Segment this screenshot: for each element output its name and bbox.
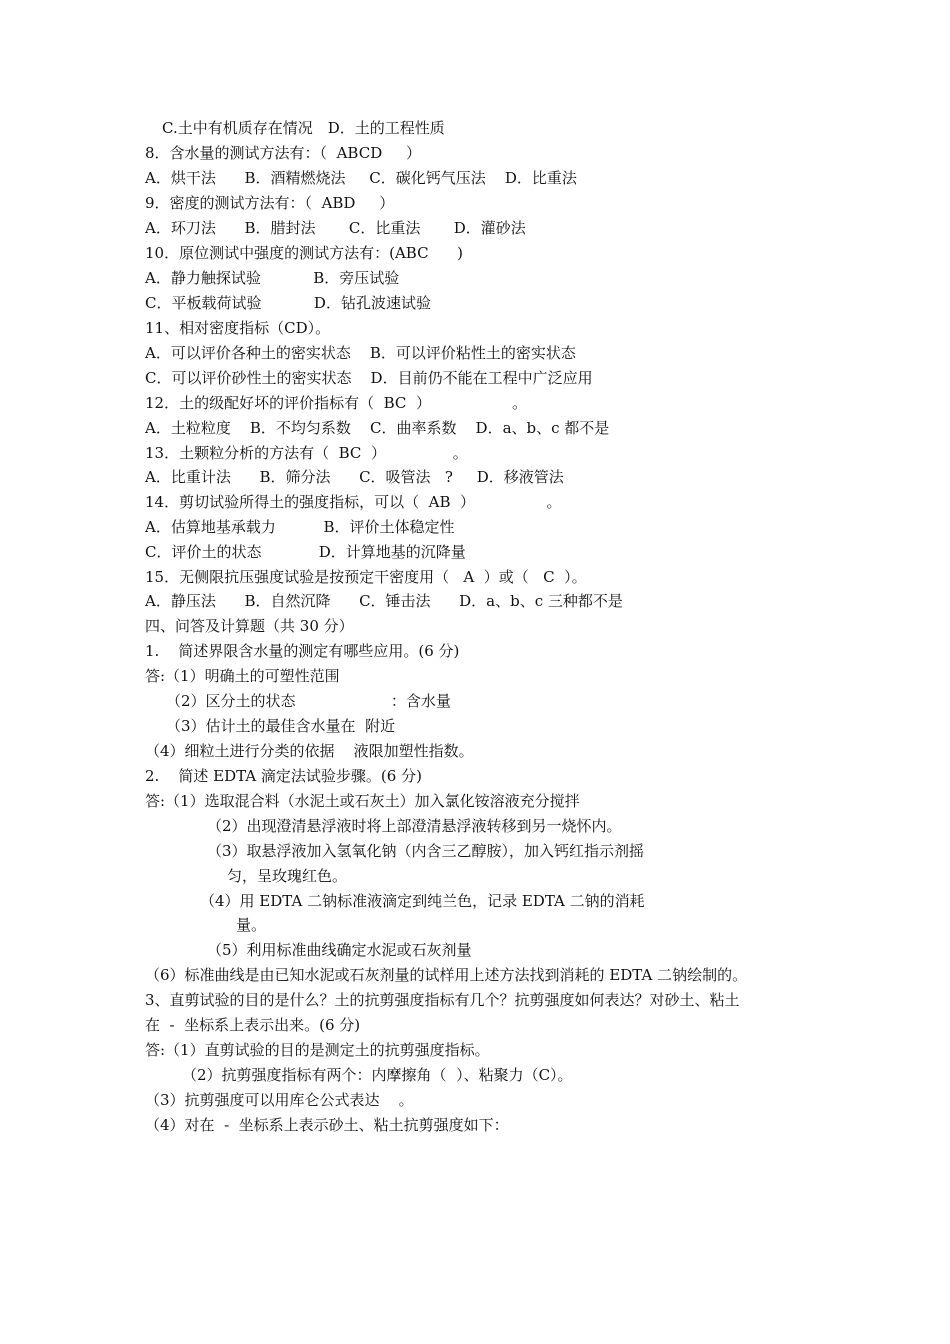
text-line-35: （6）标准曲线是由已知水泥或石灰剂量的试样用上述方法找到消耗的 EDTA 二钠绘制的。	[145, 966, 748, 984]
text-line-8: C．平板载荷试验 D．钻孔波速试验	[145, 294, 431, 312]
section-heading: 四、问答及计算题（共 30 分）	[145, 617, 354, 635]
text-line-14: 13．土颗粒分析的方法有（ BC ） 。	[145, 444, 468, 462]
text-line-22: 1. 简述界限含水量的测定有哪些应用。(6 分)	[145, 642, 460, 660]
text-line-19: 15．无侧限抗压强度试验是按预定干密度用（ A ）或（ C ）。	[145, 568, 587, 586]
text-line-29: （2）出现澄清悬浮液时将上部澄清悬浮液转移到另一烧怀内。	[207, 817, 622, 835]
text-line-18: C．评价土的状态 D．计算地基的沉降量	[145, 543, 466, 561]
text-line-27: 2. 简述 EDTA 滴定法试验步骤。(6 分)	[145, 767, 422, 785]
text-line-24: （2）区分土的状态 ：含水量	[166, 692, 451, 710]
text-line-15: A．比重计法 B．筛分法 C．吸管法 ? D．移液管法	[145, 468, 564, 486]
text-line-3: A．烘干法 B．酒精燃烧法 C．碳化钙气压法 D．比重法	[145, 169, 577, 187]
text-line-7: A．静力触探试验 B．旁压试验	[145, 269, 400, 287]
text-line-5: A．环刀法 B．腊封法 C．比重法 D．灌砂法	[145, 219, 526, 237]
text-line-10: A．可以评价各种土的密实状态 B．可以评价粘性土的密实状态	[145, 344, 576, 362]
text-line-38: 答:（1）直剪试验的目的是测定土的抗剪强度指标。	[145, 1041, 490, 1059]
text-line-16: 14．剪切试验所得土的强度指标，可以（ AB ） 。	[145, 493, 562, 511]
text-line-32: （4）用 EDTA 二钠标准液滴定到纯兰色，记录 EDTA 二钠的消耗	[200, 892, 645, 910]
text-line-40: （3）抗剪强度可以用库仑公式表达 。	[145, 1091, 414, 1109]
text-line-23: 答:（1）明确土的可塑性范围	[145, 667, 340, 685]
text-line-28: 答:（1）选取混合料（水泥土或石灰土）加入氯化铵溶液充分搅拌	[145, 792, 580, 810]
text-line-34: （5）利用标准曲线确定水泥或石灰剂量	[207, 941, 472, 959]
text-line-20: A．静压法 B．自然沉降 C．锤击法 D．a、b、c 三种都不是	[145, 592, 623, 610]
text-line-9: 11、相对密度指标（CD）。	[145, 319, 331, 337]
text-line-17: A．估算地基承载力 B．评价土体稳定性	[145, 518, 455, 536]
text-line-6: 10．原位测试中强度的测试方法有：(ABC )	[145, 244, 464, 262]
text-line-4: 9．密度的测试方法有：（ ABD ）	[145, 194, 395, 212]
text-line-2: 8．含水量的测试方法有：（ ABCD ）	[145, 144, 422, 162]
text-line-37: 在 - 坐标系上表示出来。(6 分)	[145, 1016, 361, 1034]
text-line-39: （2）抗剪强度指标有两个：内摩擦角（ ）、粘聚力（C）。	[182, 1066, 573, 1084]
text-line-26: （4）细粒土进行分类的依据 液限加塑性指数。	[145, 742, 474, 760]
text-line-33: 量。	[236, 916, 267, 934]
text-line-30: （3）取悬浮液加入氢氧化钠（内含三乙醇胺），加入钙红指示剂摇	[207, 842, 645, 860]
text-line-31: 匀，呈玫瑰红色。	[227, 867, 348, 885]
text-line-1: C.土中有机质存在情况 D．土的工程性质	[162, 119, 445, 137]
text-line-11: C．可以评价砂性土的密实状态 D．目前仍不能在工程中广泛应用	[145, 369, 593, 387]
text-line-12: 12．土的级配好坏的评价指标有（ BC ） 。	[145, 394, 527, 412]
text-line-36: 3、直剪试验的目的是什么？土的抗剪强度指标有几个？抗剪强度如何表达？对砂土、粘土	[145, 991, 740, 1009]
text-line-13: A．土粒粒度 B．不均匀系数 C．曲率系数 D．a、b、c 都不是	[145, 419, 610, 437]
text-line-25: （3）估计土的最佳含水量在 附近	[166, 717, 396, 735]
text-line-41: （4）对在 - 坐标系上表示砂土、粘土抗剪强度如下：	[145, 1116, 509, 1134]
